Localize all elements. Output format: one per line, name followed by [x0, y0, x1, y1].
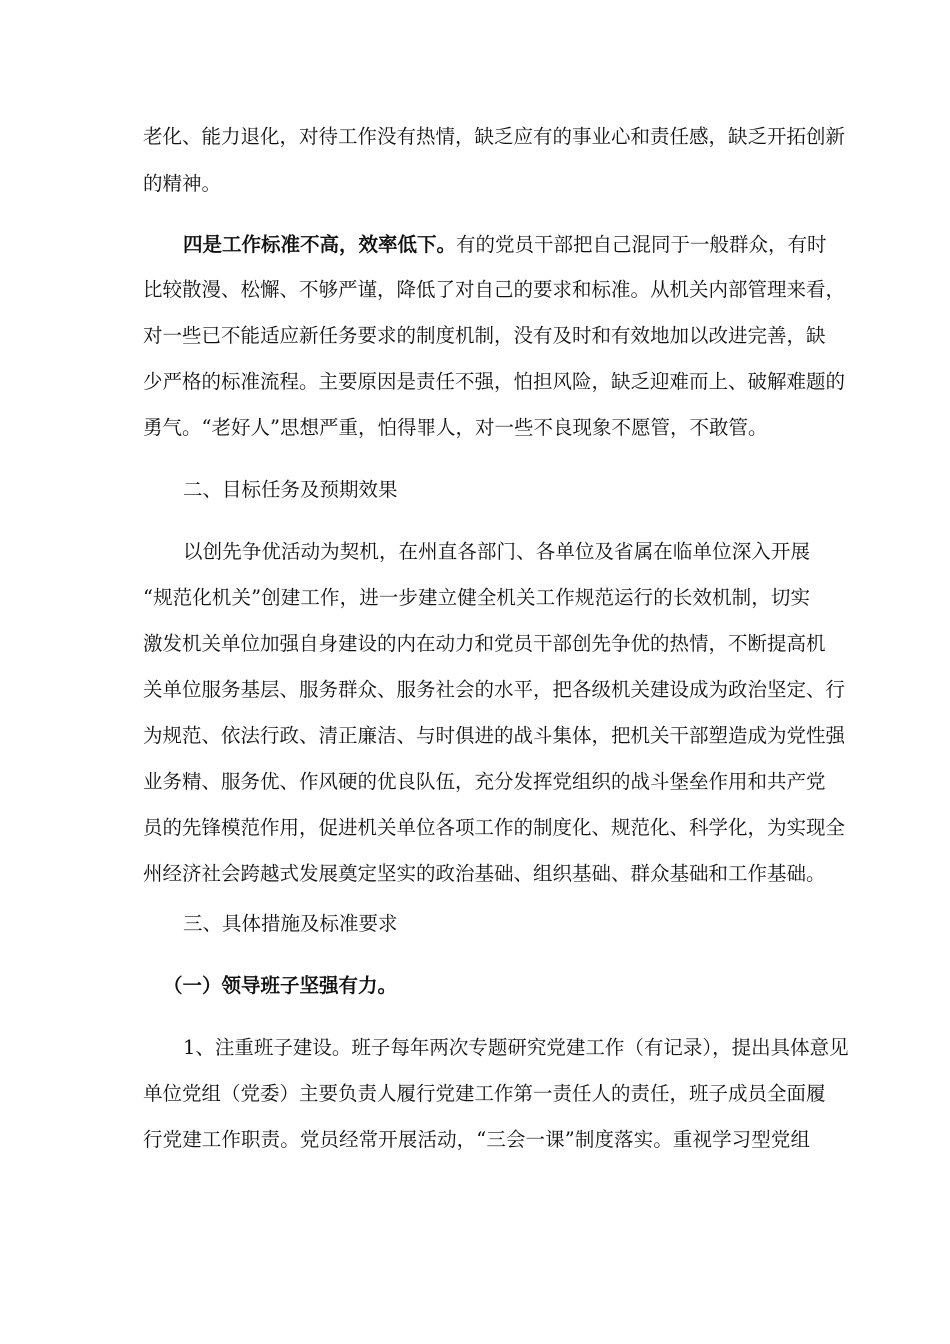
subsection-heading: （一）领导班子坚强有力。 [163, 974, 398, 997]
paragraph-first-line: 以创先争优活动为契机，在州直各部门、各单位及省属在临单位深入开展 [183, 540, 810, 563]
body-line: 勇气。“老好人”思想严重，怕得罪人，对一些不良现象不愿管，不敢管。 [143, 416, 768, 439]
body-line: 行党建工作职责。党员经常开展活动，“三会一课”制度落实。重视学习型党组 [143, 1128, 810, 1151]
body-line: 的精神。 [143, 172, 222, 195]
body-line: 比较散漫、松懈、不够严谨，降低了对自己的要求和标准。从机关内部管理来看， [143, 278, 846, 301]
body-line: 为规范、依法行政、清正廉洁、与时俱进的战斗集体，把机关干部塑造成为党性强 [143, 724, 846, 747]
body-line: 员的先锋模范作用，促进机关单位各项工作的制度化、规范化、科学化，为实现全 [143, 816, 846, 839]
body-line: 老化、能力退化，对待工作没有热情，缺乏应有的事业心和责任感，缺乏开拓创新 [143, 125, 846, 148]
body-line: 关单位服务基层、服务群众、服务社会的水平，把各级机关建设成为政治坚定、行 [143, 678, 846, 701]
body-line: 对一些已不能适应新任务要求的制度机制，没有及时和有效地加以改进完善，缺 [143, 324, 826, 347]
paragraph-text: 有的党员干部把自己混同于一般群众，有时 [456, 233, 827, 256]
body-line: 激发机关单位加强自身建设的内在动力和党员干部创先争优的热情，不断提高机 [143, 632, 826, 655]
paragraph-first-line [183, 232, 827, 258]
paragraph-first-line: 1、注重班子建设。班子每年两次专题研究党建工作（有记录），提出具体意见 [183, 1036, 849, 1059]
body-line: 单位党组（党委）主要负责人履行党建工作第一责任人的责任，班子成员全面履 [143, 1082, 826, 1105]
body-line: 州经济社会跨越式发展奠定坚实的政治基础、组织基础、群众基础和工作基础。 [143, 862, 826, 885]
body-line: 业务精、服务优、作风硬的优良队伍，充分发挥党组织的战斗堡垒作用和共产党 [143, 770, 826, 793]
paragraph-lead: 四是工作标准不高，效率低下。 [183, 233, 457, 256]
section-heading: 二、目标任务及预期效果 [183, 478, 398, 501]
section-heading: 三、具体措施及标准要求 [183, 912, 398, 935]
body-line: “规范化机关”创建工作，进一步建立健全机关工作规范运行的长效机制，切实 [143, 586, 810, 609]
body-line: 少严格的标准流程。主要原因是责任不强，怕担风险，缺乏迎难而上、破解难题的 [143, 370, 846, 393]
